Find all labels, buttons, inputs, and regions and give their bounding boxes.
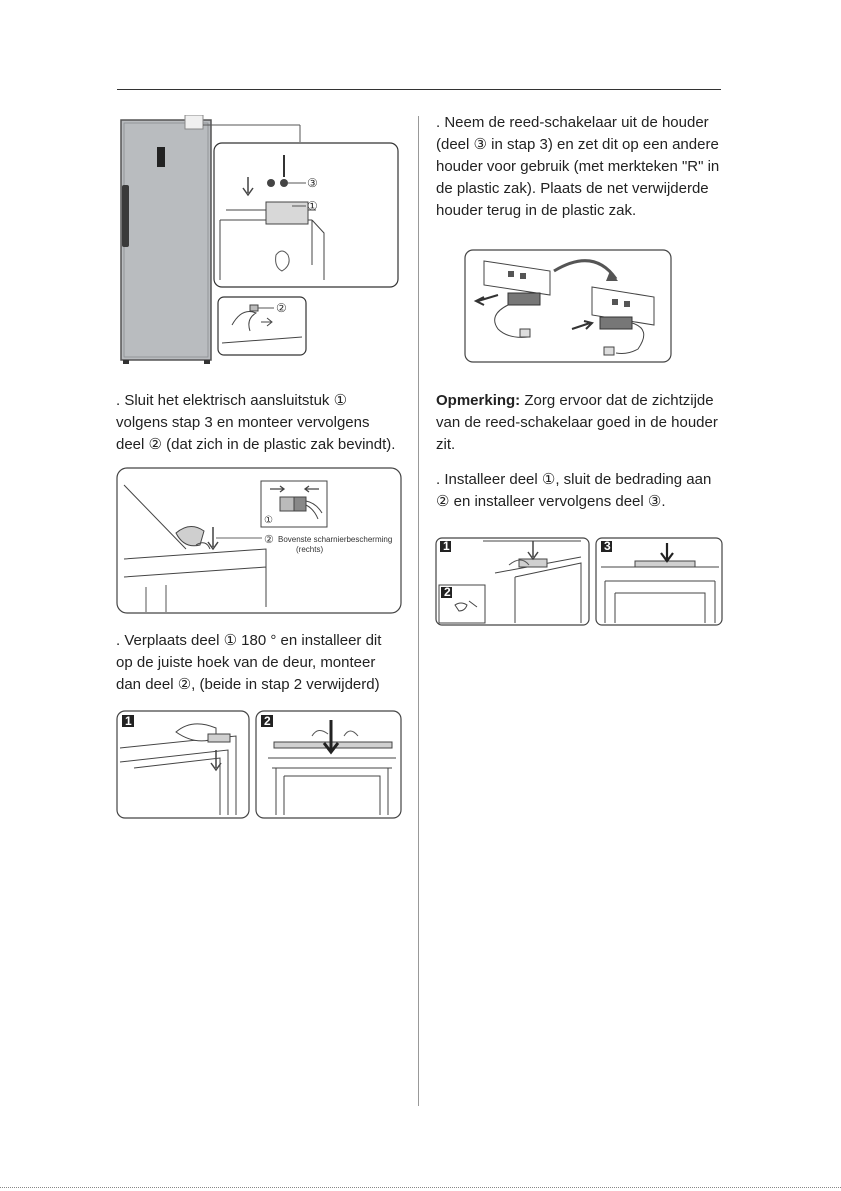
note-text: Zorg ervoor dat de zichtzijde van de reed-schakelaar goed in de houder zit. bbox=[436, 392, 718, 453]
figure-door-corner bbox=[116, 710, 402, 820]
badge-1: 1 bbox=[125, 714, 132, 728]
hinge-callout-2: ② bbox=[264, 534, 274, 546]
callout-2: ② bbox=[276, 301, 287, 315]
figure-fridge-hinge bbox=[116, 115, 416, 367]
hinge-cover-label-sub: (rechts) bbox=[296, 545, 324, 554]
figure-reed-switch bbox=[464, 249, 672, 363]
step-reed-switch-text: . Neem de reed-schakelaar uit de houder (deel ③ in stap 3) en zet dit op een andere houder voor gebruik (met merkteken "R" in de plastic zak). Plaats de net verwijderde houder terug in de plastic zak. bbox=[436, 114, 720, 219]
note-label: Opmerking: bbox=[436, 392, 521, 409]
badge-2: 2 bbox=[264, 714, 271, 728]
step-move-part-text: . Verplaats deel ① 180 ° en installeer dit op de juiste hoek van de deur, monteer dan deel ②, (beide in stap 2 verwijderd) bbox=[116, 632, 382, 693]
note-paragraph bbox=[436, 390, 722, 456]
header-rule bbox=[117, 89, 721, 90]
figure-hinge-cover bbox=[116, 467, 402, 614]
figure-install-steps bbox=[435, 537, 723, 626]
callout-3: ③ bbox=[307, 176, 318, 190]
step-install-text: . Installeer deel ①, sluit de bedrading aan ② en installeer vervolgens deel ③. bbox=[436, 471, 712, 510]
badge-step-3: 3 bbox=[604, 539, 611, 553]
hinge-cover-label: Bovenste scharnierbescherming bbox=[278, 535, 393, 544]
step-connect-text: . Sluit het elektrisch aansluitstuk ① volgens stap 3 en monteer vervolgens deel ② (dat zich in de plastic zak bevindt). bbox=[116, 392, 396, 453]
page-bottom-edge bbox=[0, 1187, 841, 1188]
badge-step-1: 1 bbox=[443, 539, 450, 553]
inset-callout-1: ① bbox=[264, 515, 273, 526]
badge-step-2: 2 bbox=[444, 585, 451, 599]
callout-1: ① bbox=[307, 199, 318, 213]
column-divider bbox=[418, 116, 419, 1106]
